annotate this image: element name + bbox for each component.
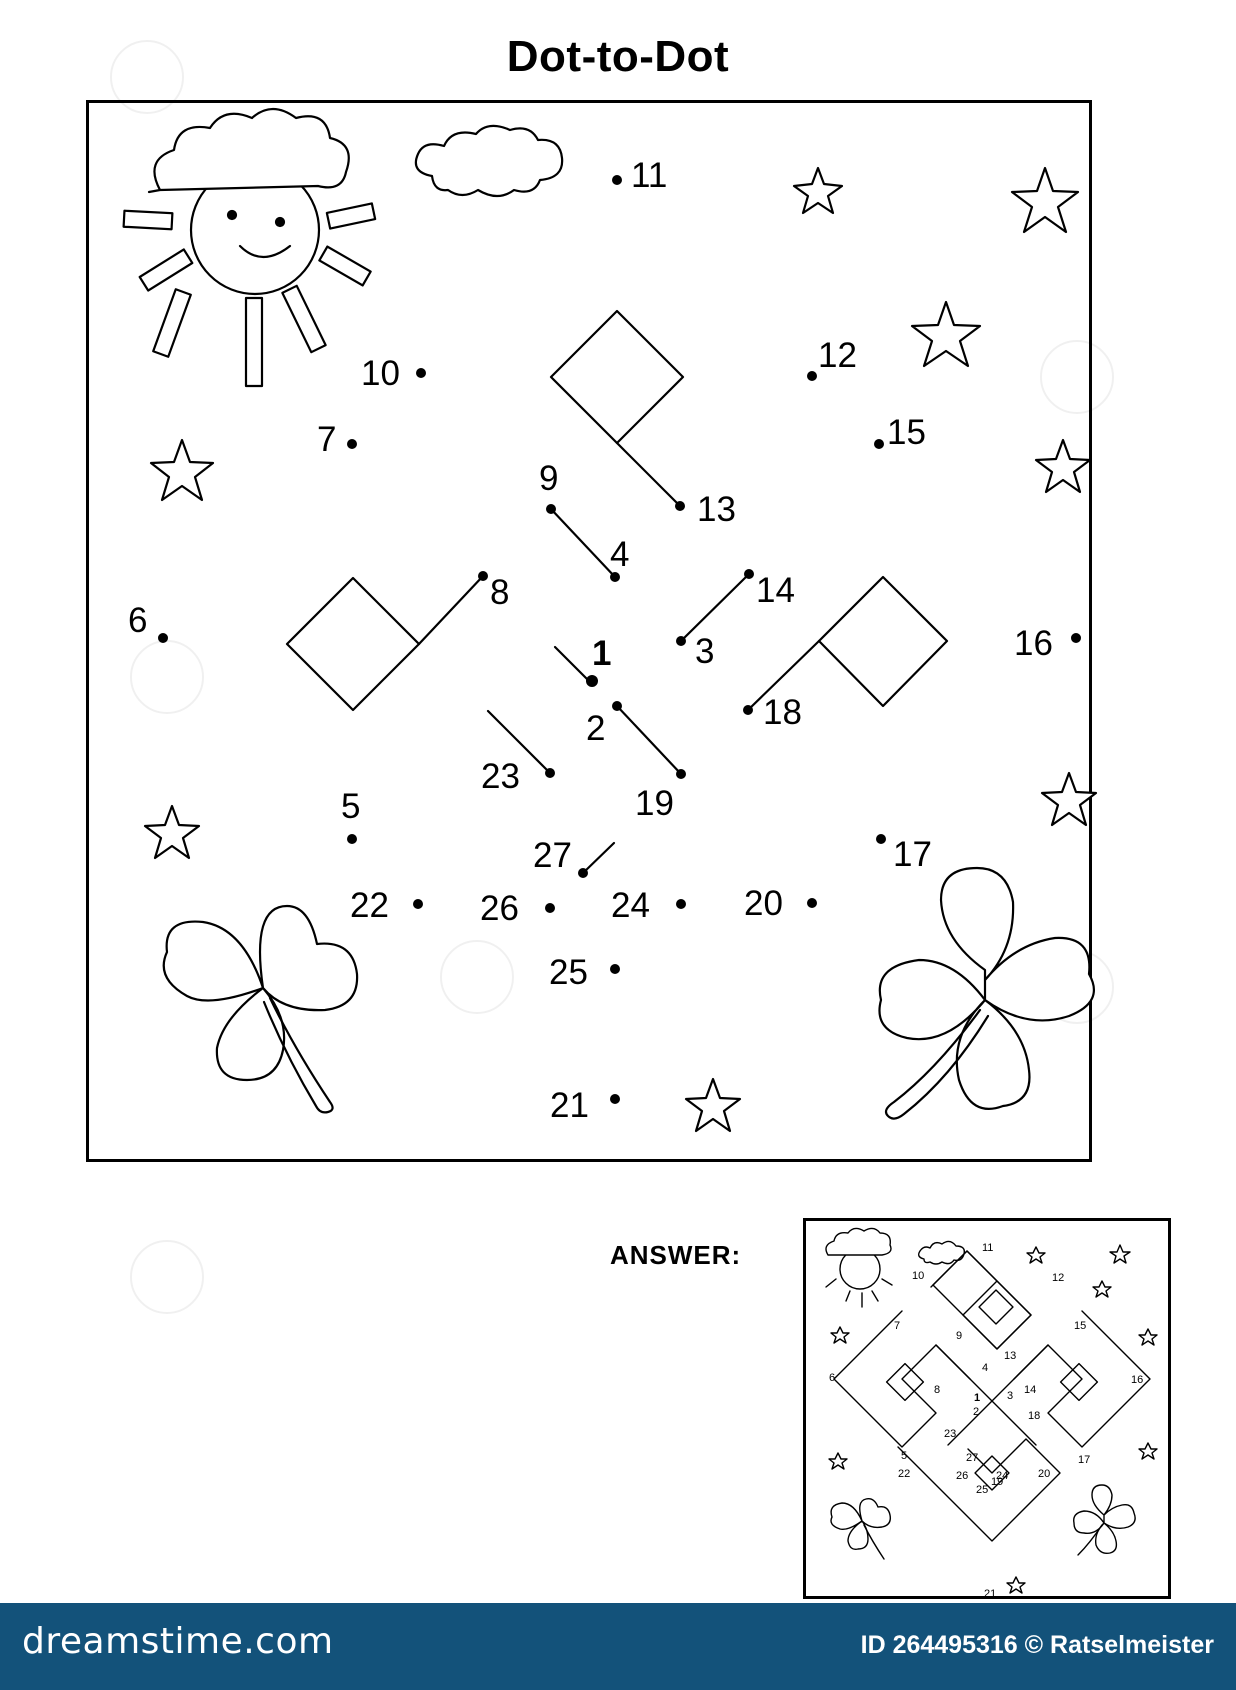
dot-25 [610, 964, 620, 974]
star-icon [145, 806, 199, 858]
dot-label-5: 5 [341, 787, 361, 826]
diamond-flag-icon [287, 576, 483, 710]
dot-label-2: 2 [586, 709, 606, 748]
answer-label-21: 21 [984, 1588, 997, 1600]
answer-label-1: 1 [974, 1392, 981, 1404]
answer-label-8: 8 [934, 1384, 941, 1396]
dot-label-20: 20 [744, 884, 783, 923]
dot-label-26: 26 [480, 889, 519, 928]
answer-label-22: 22 [898, 1468, 911, 1480]
footer-bar [0, 1603, 1236, 1690]
dot-label-24: 24 [611, 886, 650, 925]
answer-label-17: 17 [1078, 1454, 1091, 1466]
dot-23 [545, 768, 555, 778]
dot-9 [546, 504, 556, 514]
answer-label-15: 15 [1074, 1320, 1087, 1332]
dot-27 [578, 868, 588, 878]
dot-label-25: 25 [549, 953, 588, 992]
clover-icon [164, 906, 357, 1112]
footer-image-id: ID 264495316 © Ratselmeister [860, 1631, 1214, 1659]
answer-label-3: 3 [1007, 1390, 1014, 1402]
footer-logo[interactable]: dreamstime.com [22, 1621, 334, 1662]
answer-label-24: 24 [996, 1470, 1009, 1482]
answer-label-18: 18 [1028, 1410, 1041, 1422]
answer-label-9: 9 [956, 1330, 963, 1342]
four-leaf-clover-icon [879, 868, 1093, 1119]
answer-label-16: 16 [1131, 1374, 1144, 1386]
star-icon [1012, 168, 1078, 232]
dot-18 [743, 705, 753, 715]
answer-thumbnail [803, 1218, 1171, 1599]
star-icon [1036, 440, 1090, 492]
dot-6 [158, 633, 168, 643]
dot-label-3: 3 [695, 632, 715, 671]
star-icon [912, 302, 980, 366]
dot-label-21: 21 [550, 1086, 589, 1125]
answer-label-6: 6 [829, 1372, 836, 1384]
dot-12 [807, 371, 817, 381]
dot-label-22: 22 [350, 886, 389, 925]
dot-22 [413, 899, 423, 909]
dot-13 [675, 501, 685, 511]
star-icon [794, 168, 842, 213]
answer-label-27: 27 [966, 1452, 979, 1464]
answer-label-5: 5 [901, 1450, 908, 1462]
star-icon [151, 440, 213, 500]
dot-21 [610, 1094, 620, 1104]
answer-label-23: 23 [944, 1428, 957, 1440]
answer-label-20: 20 [1038, 1468, 1051, 1480]
dot-5 [347, 834, 357, 844]
dot-label-11: 11 [631, 156, 668, 195]
dot-label-13: 13 [697, 490, 736, 529]
dot-17 [876, 834, 886, 844]
dot-label-15: 15 [887, 413, 926, 452]
answer-label-7: 7 [894, 1320, 901, 1332]
dot-20 [807, 898, 817, 908]
star-icon [1042, 773, 1096, 825]
answer-drawing [806, 1221, 1174, 1602]
dot-label-8: 8 [490, 573, 510, 612]
answer-label-25: 25 [976, 1484, 989, 1496]
answer-label-11: 11 [982, 1242, 994, 1254]
dot-2 [612, 701, 622, 711]
sun-icon [124, 109, 376, 386]
dot-label-9: 9 [539, 459, 559, 498]
answer-label-4: 4 [982, 1362, 989, 1374]
dot-label-18: 18 [763, 693, 802, 732]
dot-label-6: 6 [128, 601, 148, 640]
answer-label-14: 14 [1024, 1384, 1037, 1396]
dot-label-27: 27 [533, 836, 572, 875]
dot-16 [1071, 633, 1081, 643]
dot-14 [744, 569, 754, 579]
dot-label-17: 17 [893, 835, 932, 874]
dot-label-7: 7 [317, 420, 337, 459]
answer-label-19: 19 [991, 1476, 1004, 1488]
dot-label-12: 12 [818, 336, 857, 375]
dot-15 [874, 439, 884, 449]
dot-label-23: 23 [481, 757, 520, 796]
answer-label-2: 2 [973, 1406, 980, 1418]
answer-label-26: 26 [956, 1470, 969, 1482]
answer-label-12: 12 [1052, 1272, 1065, 1284]
dot-1 [586, 675, 598, 687]
dot-label-4: 4 [610, 535, 630, 574]
answer-label-13: 13 [1004, 1350, 1017, 1362]
sun-icon [826, 1228, 892, 1307]
diamond-flag-icon [551, 311, 683, 506]
dot-10 [416, 368, 426, 378]
dot-3 [676, 636, 686, 646]
dot-label-16: 16 [1014, 624, 1053, 663]
dot-label-1: 1 [592, 634, 612, 673]
dot-7 [347, 439, 357, 449]
answer-label: ANSWER: [610, 1240, 742, 1270]
dot-11 [612, 175, 622, 185]
dot-24 [676, 899, 686, 909]
dot-label-10: 10 [361, 354, 400, 393]
page-title: Dot-to-Dot [506, 32, 730, 81]
dot-label-19: 19 [635, 784, 674, 823]
dot-8 [478, 571, 488, 581]
star-icon [686, 1079, 740, 1131]
answer-label-10: 10 [912, 1270, 925, 1282]
cloud-icon [416, 126, 562, 196]
dot-label-14: 14 [756, 571, 795, 610]
dot-26 [545, 903, 555, 913]
dot-19 [676, 769, 686, 779]
